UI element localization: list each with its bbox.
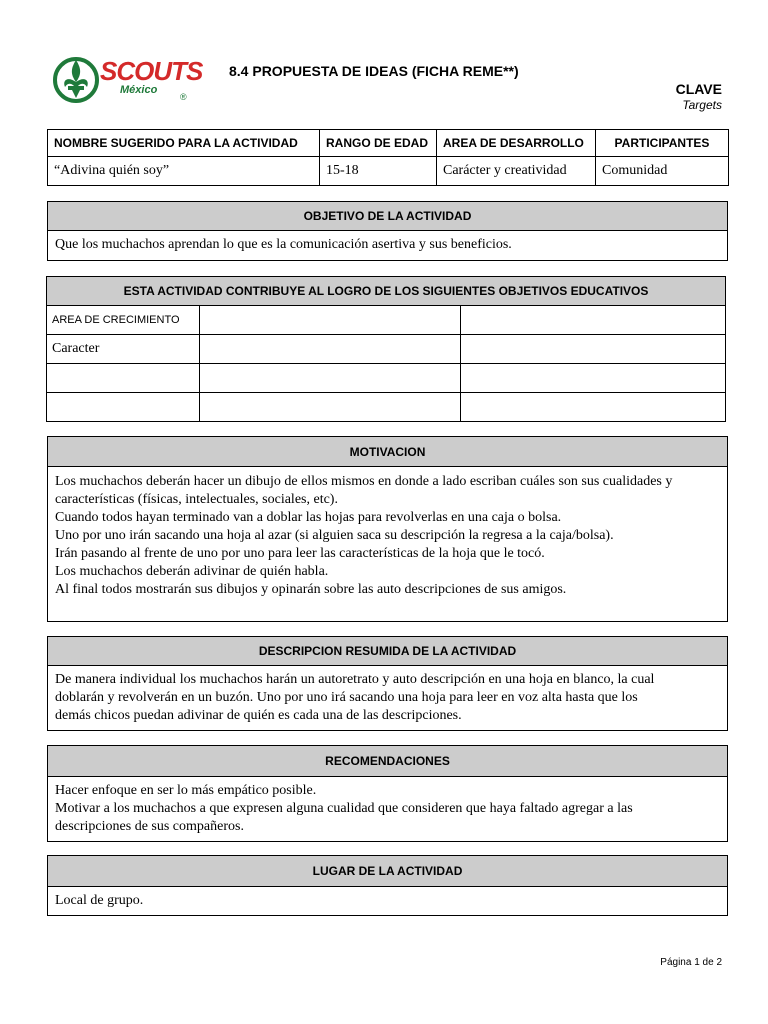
scouts-logo bbox=[52, 52, 202, 108]
table-cell bbox=[200, 306, 461, 335]
table-row bbox=[47, 335, 726, 364]
description-heading: DESCRIPCION RESUMIDA DE LA ACTIVIDAD bbox=[48, 637, 727, 666]
table-cell bbox=[200, 335, 461, 364]
table-cell bbox=[200, 393, 461, 422]
table-cell bbox=[47, 364, 200, 393]
clave-label: CLAVE bbox=[675, 81, 722, 97]
summary-header-row bbox=[48, 130, 729, 157]
table-cell bbox=[461, 393, 726, 422]
recommendations-heading: RECOMENDACIONES bbox=[48, 746, 727, 777]
table-cell bbox=[461, 335, 726, 364]
header-age-range: RANGO DE EDAD bbox=[320, 130, 437, 157]
motivation-line: Uno por uno irán sacando una hoja al azar (si alguien saca su descripción la regresa a la caja/bolsa). bbox=[55, 528, 614, 543]
location-heading: LUGAR DE LA ACTIVIDAD bbox=[48, 856, 727, 887]
recommendations-text bbox=[48, 777, 727, 841]
objective-section bbox=[47, 201, 728, 261]
motivation-line: Los muchachos deberán hacer un dibujo de ellos mismos en donde a lado escriban cuáles son sus cualidades y bbox=[55, 474, 673, 489]
recommendation-line: Motivar a los muchachos a que expresen alguna cualidad que consideren que haya faltado agregar a las bbox=[55, 801, 633, 816]
motivation-line: Cuando todos hayan terminado van a doblar las hojas para revolverlas en una caja o bolsa. bbox=[55, 510, 562, 525]
table-cell bbox=[47, 393, 200, 422]
summary-table bbox=[47, 129, 729, 186]
motivation-line: Irán pasando al frente de uno por uno para leer las características de la hoja que le tocó. bbox=[55, 546, 545, 561]
motivation-line: Al final todos mostrarán sus dibujos y opinarán sobre las auto descripciones de sus amigos. bbox=[55, 582, 567, 597]
description-line: demás chicos puedan adivinar de quién es cada una de las descripciones. bbox=[55, 708, 462, 723]
page-number: Página 1 de 2 bbox=[660, 957, 722, 968]
motivation-line: Los muchachos deberán adivinar de quién habla. bbox=[55, 564, 329, 579]
recommendation-line: descripciones de sus compañeros. bbox=[55, 819, 244, 834]
motivation-section bbox=[47, 436, 728, 622]
header-activity-name: NOMBRE SUGERIDO PARA LA ACTIVIDAD bbox=[48, 130, 320, 157]
header-development-area: AREA DE DESARROLLO bbox=[437, 130, 596, 157]
logo-subtext: México bbox=[120, 84, 158, 96]
participants: Comunidad bbox=[596, 157, 729, 186]
description-line: doblarán y revolverán en un buzón. Uno por uno irá sacando una hoja para leer en voz alta hasta que los bbox=[55, 690, 638, 705]
location-section bbox=[47, 855, 728, 916]
objective-text: Que los muchachos aprendan lo que es la comunicación asertiva y sus beneficios. bbox=[55, 237, 512, 252]
table-row bbox=[47, 393, 726, 422]
motivation-heading: MOTIVACION bbox=[48, 437, 727, 467]
document-title: 8.4 PROPUESTA DE IDEAS (FICHA REME**) bbox=[229, 63, 519, 79]
logo-wordmark: SCOUTS bbox=[100, 56, 203, 86]
clave-value: Targets bbox=[682, 98, 722, 112]
description-section bbox=[47, 636, 728, 731]
description-text bbox=[48, 666, 727, 730]
growth-area-value: Caracter bbox=[47, 335, 200, 364]
motivation-line: características (físicas, intelectuales, sociales, etc). bbox=[55, 492, 338, 507]
location-text: Local de grupo. bbox=[55, 893, 144, 908]
recommendation-line: Hacer enfoque en ser lo más empático posible. bbox=[55, 783, 317, 798]
development-area: Carácter y creatividad bbox=[437, 157, 596, 186]
table-cell bbox=[461, 306, 726, 335]
recommendations-section bbox=[47, 745, 728, 842]
activity-name: “Adivina quién soy” bbox=[48, 157, 320, 186]
table-row bbox=[47, 306, 726, 335]
educational-objectives-table bbox=[46, 276, 726, 422]
table-cell bbox=[200, 364, 461, 393]
table-row bbox=[47, 364, 726, 393]
motivation-text bbox=[48, 467, 727, 604]
description-line: De manera individual los muchachos harán un autoretrato y auto descripción en una hoja en blanco, la cual bbox=[55, 672, 655, 687]
growth-area-label: AREA DE CRECIMIENTO bbox=[47, 306, 200, 335]
summary-value-row bbox=[48, 157, 729, 186]
educational-objectives-heading: ESTA ACTIVIDAD CONTRIBUYE AL LOGRO DE LOS SIGUIENTES OBJETIVOS EDUCATIVOS bbox=[47, 277, 726, 306]
objective-heading: OBJETIVO DE LA ACTIVIDAD bbox=[48, 202, 727, 231]
age-range: 15-18 bbox=[320, 157, 437, 186]
header-participants: PARTICIPANTES bbox=[596, 130, 729, 157]
registered-mark: ® bbox=[180, 92, 187, 102]
table-cell bbox=[461, 364, 726, 393]
